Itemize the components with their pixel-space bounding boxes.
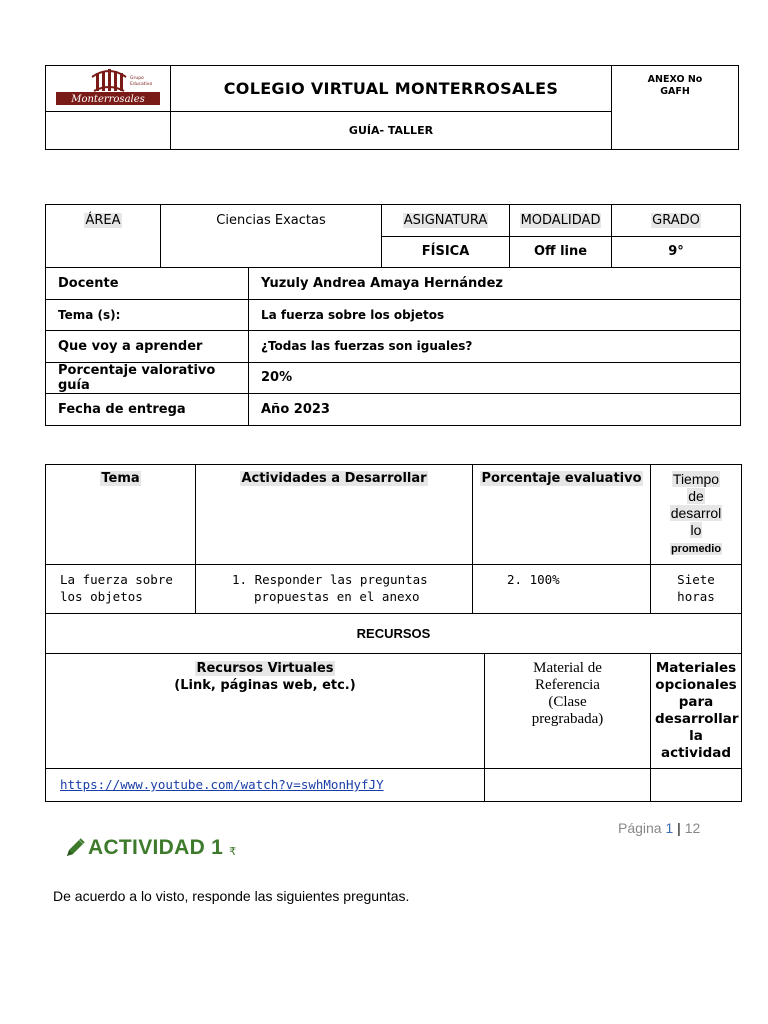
modality-value: Off line <box>510 236 612 268</box>
time-header-line: desarrol <box>670 505 722 521</box>
link-cell <box>46 769 485 802</box>
header-table <box>45 65 739 150</box>
virtual-resources-header <box>46 654 485 769</box>
time-header-small: promedio <box>670 543 722 555</box>
subject-label: ASIGNATURA <box>403 212 488 228</box>
area-label-cell <box>46 205 161 268</box>
optional-line: actividad <box>660 745 732 761</box>
time-header-line: lo <box>690 522 702 538</box>
svg-text:Educativo: Educativo <box>130 81 153 87</box>
school-logo <box>54 67 162 107</box>
page-number <box>618 820 700 836</box>
reference-line: Referencia <box>535 677 600 693</box>
time-cell: Siete horas <box>651 565 742 614</box>
percentage-cell: 2. 100% <box>473 565 651 614</box>
reference-line: Material de <box>533 660 602 676</box>
school-logo-cell <box>46 66 171 112</box>
page-total: 12 <box>684 820 701 836</box>
modality-label: MODALIDAD <box>520 212 601 228</box>
pencil-icon <box>64 837 86 859</box>
annex-cell <box>612 66 739 150</box>
delivery-date-value: Año 2023 <box>249 394 741 426</box>
learning-goal-label: Que voy a aprender <box>46 331 249 363</box>
logo-text: Monterrosales <box>71 93 145 105</box>
empty-logo-subcell <box>46 112 171 150</box>
activity-line: propuestas en el anexo <box>254 589 420 604</box>
annex-code: GAFH <box>660 86 690 97</box>
grade-label: GRADO <box>652 212 700 228</box>
school-name: COLEGIO VIRTUAL MONTERROSALES <box>171 66 612 112</box>
topic-line: La fuerza sobre <box>60 572 173 587</box>
area-value: Ciencias Exactas <box>161 205 382 268</box>
topic-cell <box>46 565 196 614</box>
optional-line: desarrollar la <box>655 711 739 744</box>
topic-label: Tema (s): <box>46 299 249 331</box>
time-header <box>651 465 742 565</box>
reference-empty-cell <box>485 769 651 802</box>
guide-type: GUÍA- TALLER <box>171 112 612 150</box>
activities-header-cell <box>196 465 473 565</box>
topic-line: los objetos <box>60 589 143 604</box>
info-table <box>45 204 741 426</box>
reference-material-header <box>485 654 651 769</box>
resources-title: RECURSOS <box>46 614 742 654</box>
page-label: Página <box>618 820 662 836</box>
activity-line: 1. Responder las preguntas <box>232 572 428 587</box>
annex-label: ANEXO No <box>647 74 703 85</box>
optional-line: opcionales <box>655 677 737 693</box>
svg-text:Grupo: Grupo <box>130 75 144 81</box>
time-header-line: de <box>688 488 704 504</box>
grade-label-cell <box>612 205 741 237</box>
virtual-resources-line: Recursos Virtuales <box>196 661 334 676</box>
reference-line: (Clase <box>548 694 587 710</box>
optional-line: Materiales <box>655 660 737 676</box>
youtube-link[interactable]: https://www.youtube.com/watch?v=swhMonHyfJY <box>60 777 384 792</box>
topic-header: Tema <box>101 471 140 486</box>
page-current: 1 <box>665 820 674 836</box>
modality-label-cell <box>510 205 612 237</box>
optional-empty-cell <box>651 769 742 802</box>
percentage-header: Porcentaje evaluativo <box>481 471 642 486</box>
teacher-label: Docente <box>46 268 249 300</box>
grade-value: 9° <box>612 236 741 268</box>
virtual-resources-line: (Link, páginas web, etc.) <box>174 678 356 693</box>
topic-header-cell <box>46 465 196 565</box>
learning-goal-value: ¿Todas las fuerzas son iguales? <box>249 331 741 363</box>
teacher-value: Yuzuly Andrea Amaya Hernández <box>249 268 741 300</box>
subject-label-cell <box>382 205 510 237</box>
activities-header: Actividades a Desarrollar <box>241 471 427 486</box>
subject-value: FÍSICA <box>382 236 510 268</box>
reference-line: pregrabada) <box>531 711 604 727</box>
page-separator: | <box>677 820 681 836</box>
activities-table <box>45 464 742 802</box>
optional-materials-header <box>651 654 742 769</box>
delivery-date-label: Fecha de entrega <box>46 394 249 426</box>
optional-line: para <box>678 694 714 710</box>
percentage-label: Porcentaje valorativo guía <box>46 362 249 394</box>
activity-heading <box>64 836 236 860</box>
percentage-header-cell <box>473 465 651 565</box>
topic-value: La fuerza sobre los objetos <box>249 299 741 331</box>
activity-symbol: ₹ <box>229 844 237 858</box>
instructions-text: De acuerdo a lo visto, responde las siguientes preguntas. <box>53 888 410 904</box>
activity-title: ACTIVIDAD 1 <box>88 836 224 859</box>
percentage-value: 20% <box>249 362 741 394</box>
time-header-line: Tiempo <box>672 471 720 487</box>
activity-cell <box>196 565 473 614</box>
area-label: ÁREA <box>85 213 121 228</box>
